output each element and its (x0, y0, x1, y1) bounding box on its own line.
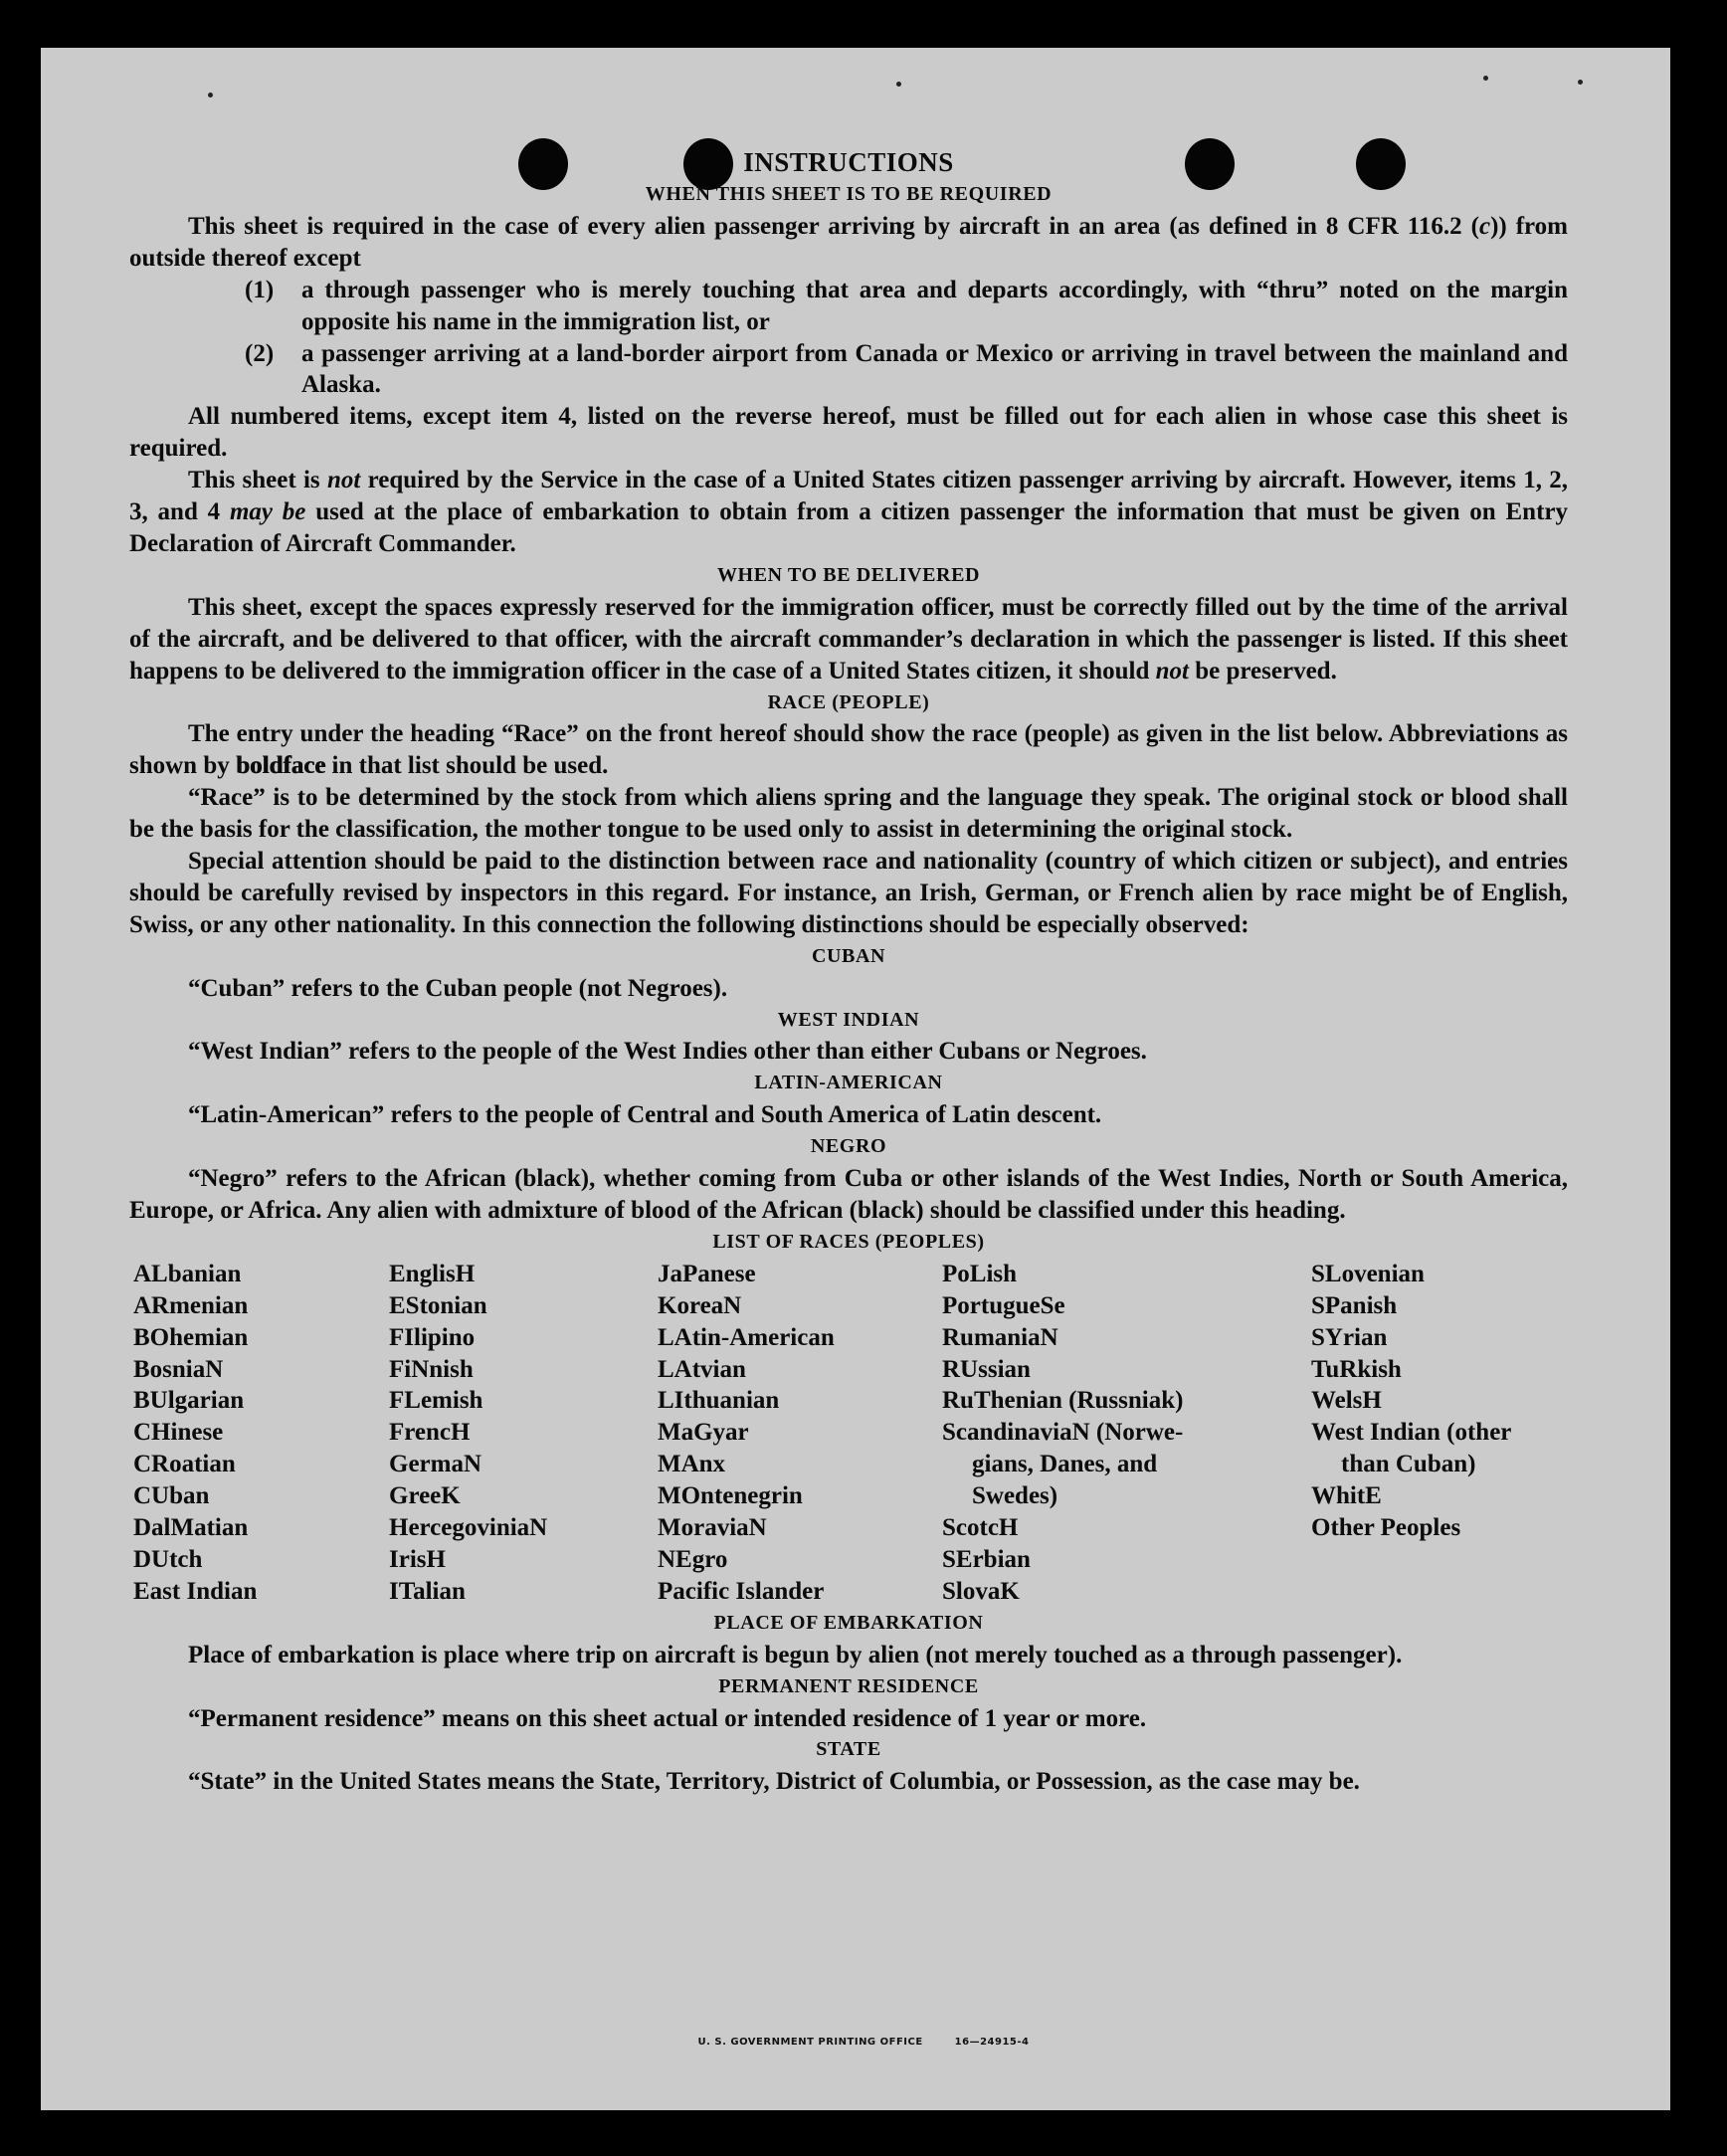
paragraph (129, 846, 1568, 941)
race-entry: Pacific Islander (658, 1577, 825, 1605)
race-entry: than Cuban) (1341, 1451, 1476, 1478)
race-column (1311, 1259, 1511, 1544)
paragraph (129, 973, 1568, 1005)
section-heading: WEST INDIAN (777, 1008, 920, 1031)
instructions-content (129, 145, 1568, 1798)
race-entry: MAnx (658, 1451, 726, 1478)
section (129, 941, 1568, 1005)
race-entry: MOntenegrin (658, 1482, 803, 1510)
race-entry: DUtch (133, 1545, 203, 1573)
race-entry: ScandinaviaN (Norwe- (942, 1419, 1184, 1447)
text-segment: “Cuban” refers to the Cuban people (not Negroes). (188, 974, 728, 1002)
text-segment: This sheet is required in the case of every alien passenger arriving by aircraft in an area (as defined in 8 CFR 116.2 ( (188, 212, 1479, 240)
text-segment: c (1478, 212, 1491, 240)
race-entry: MaGyar (658, 1419, 749, 1447)
text-segment: used at the place of embarkation to obtain from a citizen passenger the information that must be given on Entry Declaration of Aircraft Commander. (129, 498, 1568, 557)
race-entry: BosniaN (133, 1355, 224, 1383)
paragraph (129, 1163, 1568, 1227)
section (129, 1671, 1568, 1735)
text-segment: The entry under the heading “Race” on the front hereof should show the race (people) as given in the list below. Abbreviations as shown by (129, 720, 1568, 780)
race-entry: IrisH (389, 1545, 446, 1573)
paragraph (129, 1099, 1568, 1131)
race-entry: ITalian (389, 1577, 466, 1605)
race-entry: Other Peoples (1311, 1514, 1461, 1542)
section-heading: STATE (816, 1738, 881, 1761)
section (129, 1068, 1568, 1131)
race-entry: FIlipino (389, 1323, 476, 1351)
text-segment: be preserved. (1189, 657, 1337, 685)
race-entry: KoreaN (658, 1291, 742, 1319)
race-entry: Swedes) (972, 1482, 1058, 1510)
instruction-sections (129, 179, 1568, 1227)
text-segment: This sheet is (188, 467, 327, 494)
text-segment: a passenger arriving at a land-border airport from Canada or Mexico or arriving in travel between the mainland and Alaska. (301, 339, 1568, 399)
race-entry: RuThenian (Russniak) (942, 1387, 1184, 1415)
race-entry: CRoatian (133, 1451, 236, 1478)
race-entry: ScotcH (942, 1514, 1019, 1542)
race-entry: SLovenian (1311, 1260, 1425, 1287)
text-segment: “State” in the United States means the State, Territory, District of Columbia, or Possession, as the case may be. (188, 1768, 1360, 1796)
text-segment: boldface (236, 752, 326, 780)
race-entry: CHinese (133, 1419, 224, 1447)
section-heading: PERMANENT RESIDENCE (718, 1674, 979, 1697)
paragraph (129, 1036, 1568, 1068)
race-entry: TuRkish (1311, 1355, 1402, 1383)
race-entry: ALbanian (133, 1260, 242, 1287)
paragraph (129, 1703, 1568, 1735)
race-entry: EStonian (389, 1291, 487, 1319)
text-segment: in that list should be used. (325, 752, 609, 780)
section (129, 179, 1568, 560)
race-entry: SlovaK (942, 1577, 1020, 1605)
race-entry: PoLish (942, 1260, 1018, 1287)
list-marker: (1) (245, 276, 275, 303)
race-entry: LAtin-American (658, 1323, 835, 1351)
section-heading: WHEN TO BE DELIVERED (716, 563, 981, 586)
race-entry: LAtvian (658, 1355, 746, 1383)
section (129, 1608, 1568, 1671)
race-list-heading: LIST OF RACES (PEOPLES) (712, 1230, 985, 1253)
race-entry: East Indian (133, 1577, 258, 1605)
form-number: 16—24915-4 (954, 2037, 1030, 2048)
text-segment: not (1155, 657, 1189, 685)
race-entry: RumaniaN (942, 1323, 1058, 1351)
section (129, 1005, 1568, 1069)
race-entry: HercegoviniaN (389, 1514, 548, 1542)
text-segment: may be (229, 498, 306, 526)
race-entry: PortugueSe (942, 1291, 1065, 1319)
race-entry: gians, Danes, and (972, 1451, 1158, 1478)
section-heading: CUBAN (811, 944, 886, 967)
list-item (129, 275, 1568, 338)
text-segment: “Latin-American” refers to the people of Central and South America of Latin descent. (188, 1101, 1102, 1129)
speck (896, 82, 901, 87)
text-segment: )) from outside thereof except (129, 212, 1568, 272)
race-column (658, 1259, 835, 1608)
race-entry: JaPanese (658, 1260, 756, 1287)
definition-sections (129, 1608, 1568, 1798)
race-entry: FLemish (389, 1387, 483, 1415)
race-entry: FrencH (389, 1419, 471, 1447)
race-entry: DalMatian (133, 1514, 249, 1542)
text-segment: All numbered items, except item 4, listed on the reverse hereof, must be filled out for each alien in whose case this sheet is required. (129, 403, 1568, 463)
list-marker: (2) (245, 339, 275, 367)
paragraph (129, 592, 1568, 687)
text-segment: a through passenger who is merely touching that area and departs accordingly, with “thru” noted on the margin opposite his name in the immigration list, or (301, 276, 1568, 335)
text-segment: required by the Service in the case of a United States citizen passenger arriving by aircraft. However, items 1, 2, 3, and 4 (129, 467, 1568, 526)
race-entry: GermaN (389, 1451, 482, 1478)
section (129, 1734, 1568, 1798)
text-segment: “West Indian” refers to the people of the West Indies other than either Cubans or Negroes. (188, 1038, 1147, 1066)
race-entry: LIthuanian (658, 1387, 780, 1415)
race-entry: WhitE (1311, 1482, 1382, 1510)
speck (1578, 80, 1583, 85)
race-entry: WelsH (1311, 1387, 1382, 1415)
race-entry: West Indian (other (1311, 1419, 1512, 1447)
race-entry: FiNnish (389, 1355, 474, 1383)
race-entry: CUban (133, 1482, 210, 1510)
section (129, 1131, 1568, 1227)
paragraph (129, 211, 1568, 275)
paragraph (129, 465, 1568, 560)
race-entry: EnglisH (389, 1260, 476, 1287)
race-entry: BOhemian (133, 1323, 249, 1351)
race-entry: SYrian (1311, 1323, 1388, 1351)
text-segment: not (326, 467, 361, 494)
race-entry: MoraviaN (658, 1514, 767, 1542)
race-entry: SErbian (942, 1545, 1031, 1573)
section-heading: PLACE OF EMBARKATION (713, 1611, 984, 1634)
list-item (129, 338, 1568, 402)
section-heading: RACE (PEOPLE) (767, 690, 930, 713)
page-title: INSTRUCTIONS (743, 147, 954, 177)
section-heading: LATIN-AMERICAN (754, 1072, 943, 1094)
race-entry: GreeK (389, 1482, 461, 1510)
race-list (129, 1259, 1568, 1608)
text-segment: “Permanent residence” means on this sheet actual or intended residence of 1 year or more. (188, 1704, 1147, 1732)
paragraph (129, 782, 1568, 846)
race-entry: RUssian (942, 1355, 1031, 1383)
text-segment: This sheet, except the spaces expressly reserved for the immigration officer, must be correctly filled out by the time of the arrival of the aircraft, and be delivered to that officer, with the aircraft commander’s declaration in which the passenger is listed. If this sheet happens to be delivered to the immigration officer in the case of a United States citizen, it should (129, 593, 1568, 685)
section-heading: WHEN THIS SHEET IS TO BE REQUIRED (645, 183, 1053, 205)
printer-imprint (0, 2037, 1727, 2048)
race-column (942, 1259, 1183, 1608)
paragraph (129, 1766, 1568, 1798)
race-entry: ARmenian (133, 1291, 249, 1319)
section (129, 560, 1568, 687)
text-segment: “Negro” refers to the African (black), whether coming from Cuba or other islands of the West Indies, North or South America, Europe, or Africa. Any alien with admixture of blood of the African (black) should be classified under this heading. (129, 1165, 1568, 1224)
race-column (133, 1259, 257, 1608)
text-segment: Place of embarkation is place where trip on aircraft is begun by alien (not merely touched as a through passenger). (188, 1641, 1403, 1668)
section-heading: NEGRO (810, 1135, 887, 1158)
race-column (389, 1259, 547, 1608)
text-segment: Special attention should be paid to the distinction between race and nationality (country of which citizen or subject), and entries should be carefully revised by inspectors in this regard. For instance, an Irish, German, or French alien by race might be of English, Swiss, or any other nationality. In this connection the following distinctions should be especially observed: (129, 848, 1568, 938)
speck (1483, 76, 1488, 81)
printer-name: U. S. GOVERNMENT PRINTING OFFICE (697, 2037, 923, 2048)
paragraph (129, 401, 1568, 465)
race-entry: BUlgarian (133, 1387, 245, 1415)
text-segment: “Race” is to be determined by the stock from which aliens spring and the language they speak. The original stock or blood shall be the basis for the classification, the mother tongue to be used only to assist in determining the original stock. (129, 784, 1568, 844)
section (129, 687, 1568, 941)
race-entry: NEgro (658, 1545, 728, 1573)
paragraph (129, 1640, 1568, 1671)
paragraph (129, 718, 1568, 782)
speck (208, 93, 213, 98)
race-entry: SPanish (1311, 1291, 1398, 1319)
